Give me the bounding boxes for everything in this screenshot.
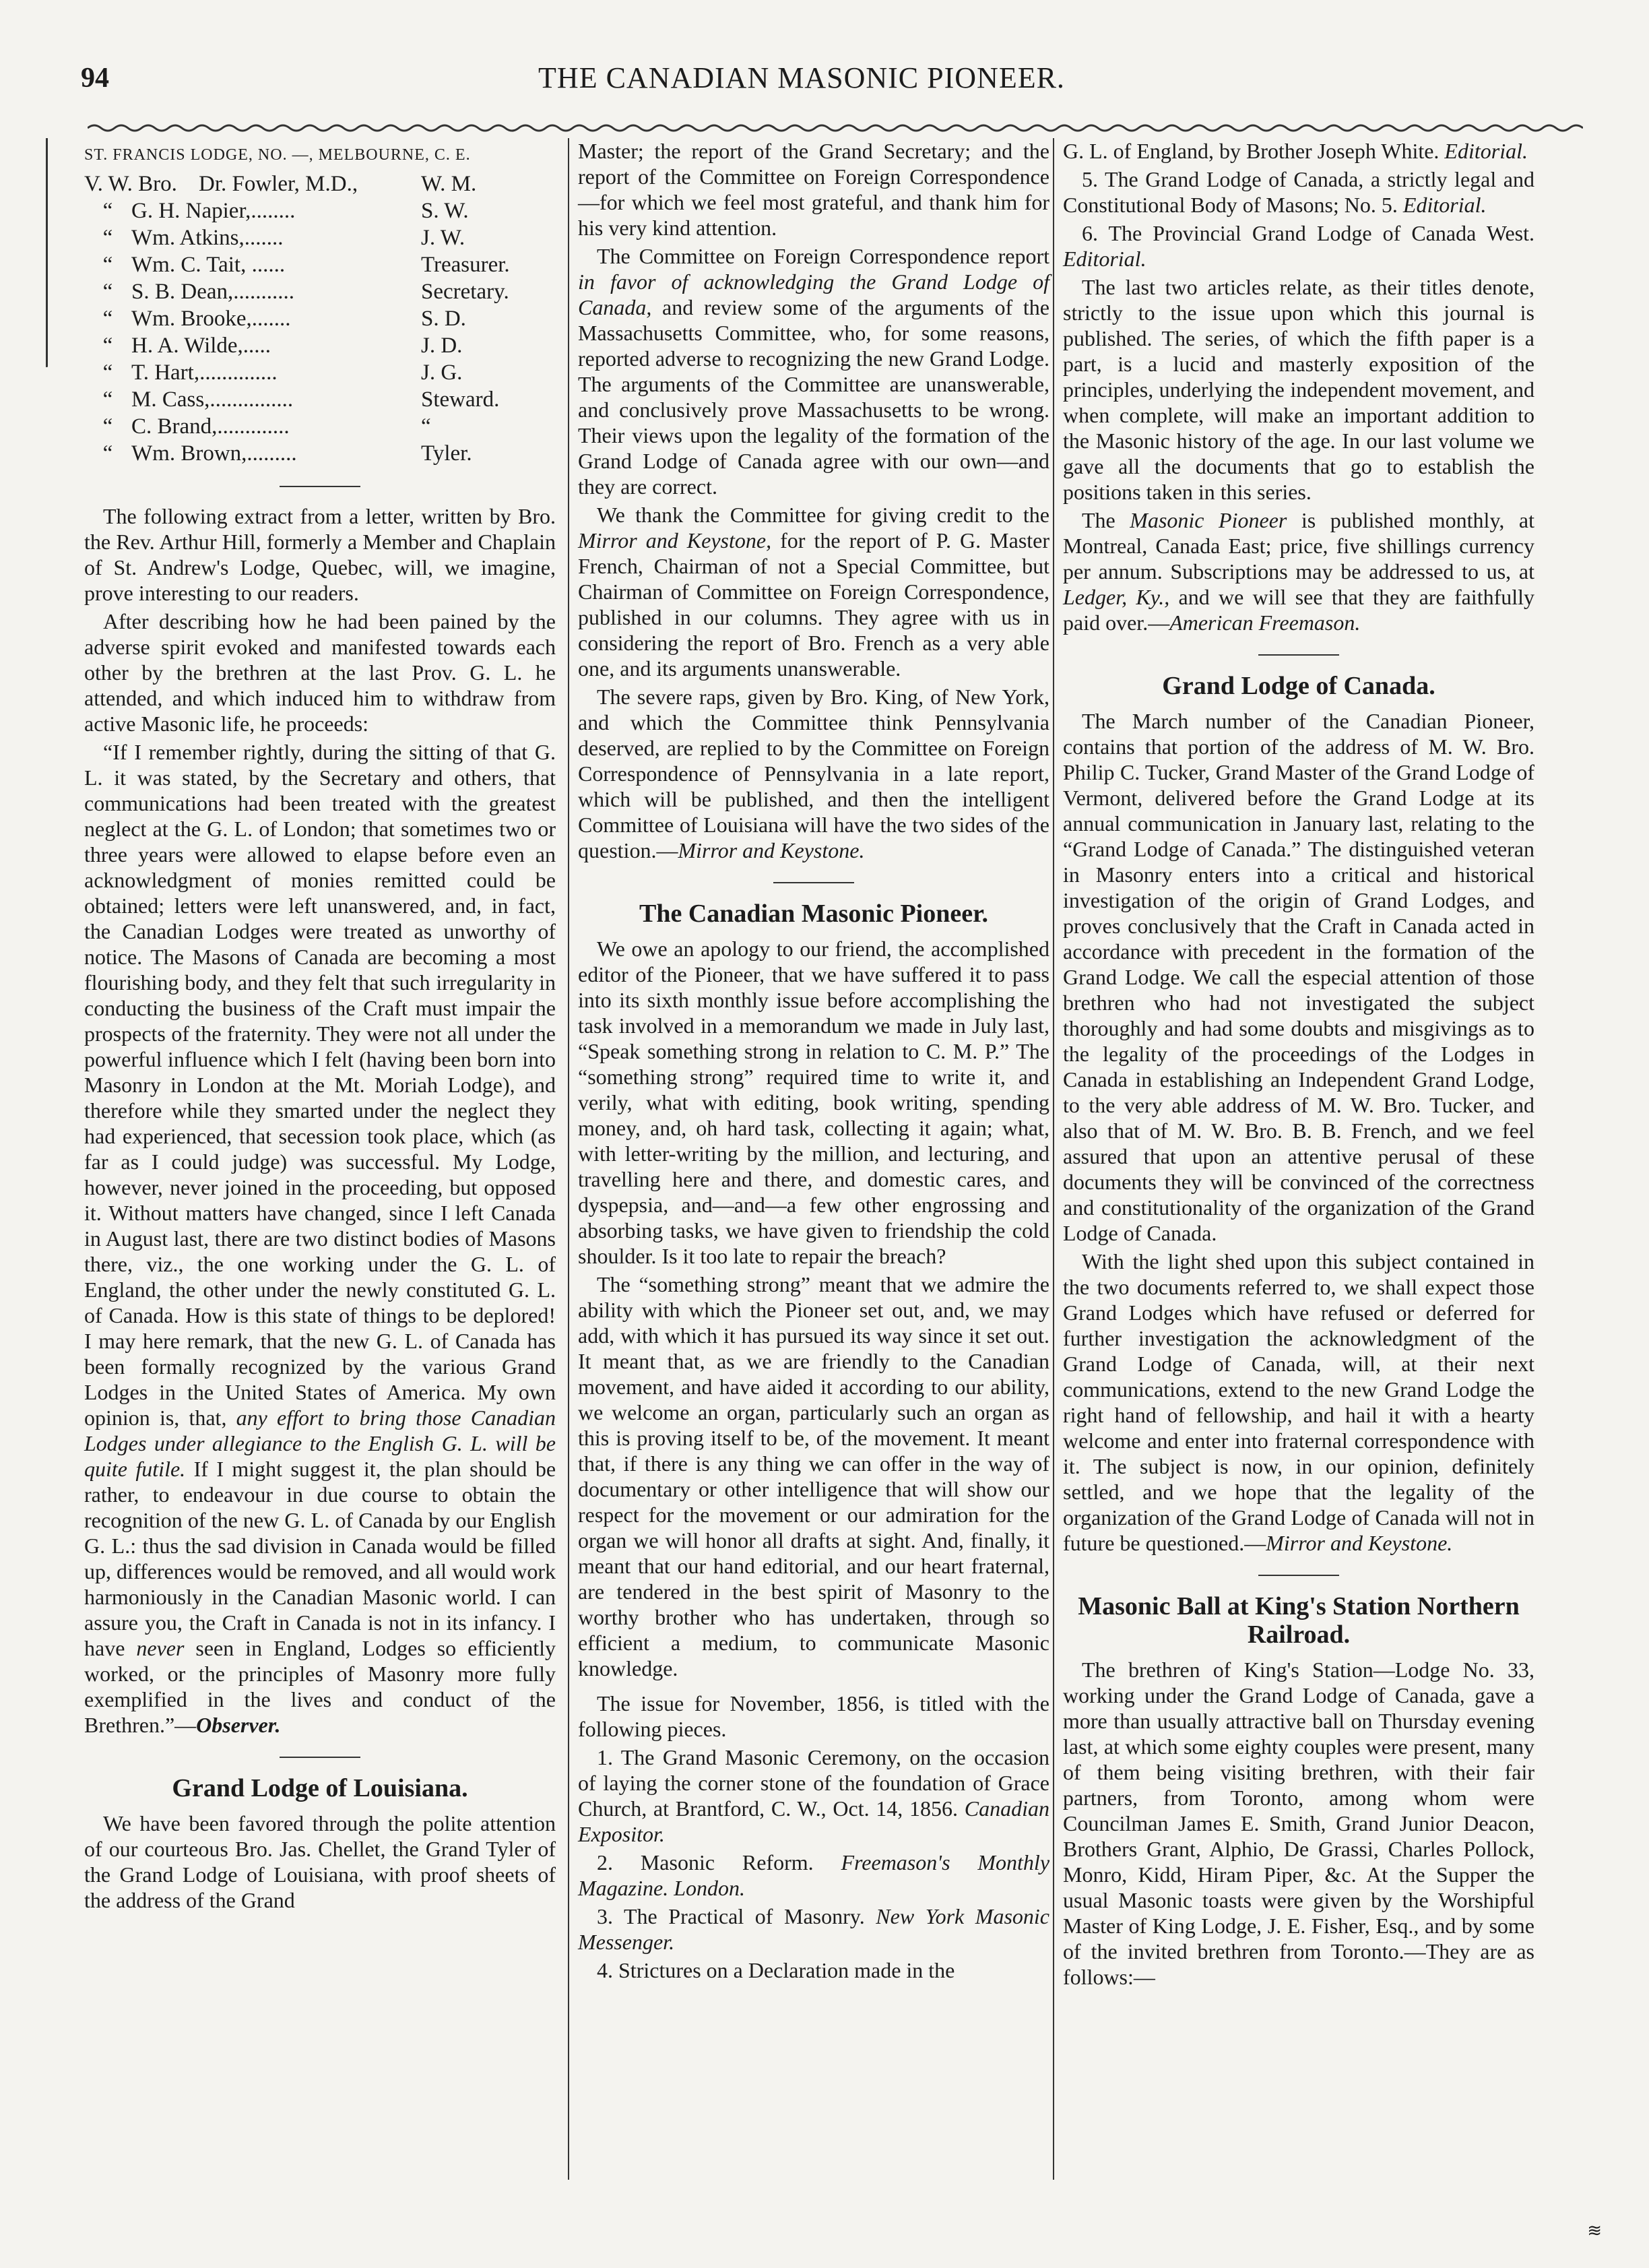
officer-prefix: “ [102,199,113,223]
column-2 [578,138,1049,1986]
running-title: THE CANADIAN MASONIC PIONEER. [538,61,1065,94]
page-number: 94 [81,63,109,94]
officer-role: W. M. [421,172,477,196]
paragraph [578,502,1049,681]
italic-text: Editorial. [1444,139,1528,163]
section-rule [1258,1575,1339,1576]
letter-text: “If I remember rightly, during the sitting of that G. L. it was stated, by the Secretary and others, that communications had been treated with the greatest neglect at the G. L. of London; that sometimes two or three years were allowed to elapse before even an acknowledgment of monies remitted could be obtained; letters were left unanswered, and, in fact, the Canadian Lodges were treated as unworthy of notice. The Masons of Canada are becoming a most flourishing body, and they felt that such irregularity in conducting the business of the Craft must impair the prospects of the fraternity. They were not all under the powerful influence which I felt (having been born into Masonry in London at the Mt. Moriah Lodge), and therefore while they smarted under the neglect they had experienced, that secession took place, which (as far as I could judge) was successful. My Lodge, however, never joined in the proceeding, but opposed it. Without matters have changed, since I left Canada in August last, there are two distinct bodies of Masons there, viz., the one working under the G. L. of England, the other under the newly constituted G. L. of Canada. How is this state of things to be deplored! I may here remark, that the new G. L. of Canada has been formally recognized by the various Grand Lodges in the United States of America. My own opinion is, that, [84,740,556,1430]
officer-role: Steward. [421,387,500,412]
officer-role: Treasurer. [421,253,510,277]
italic-text: in favor of acknowledging the Grand Lodge of Canada, [578,270,1049,319]
margin-pencil-mark [46,138,52,367]
officer-name: Wm. Brooke,....... [131,307,291,331]
heading-grand-lodge-louisiana: Grand Lodge of Louisiana. [172,1774,468,1802]
pieces-list [578,1744,1049,1983]
list-item [1063,138,1534,164]
officer-prefix: V. W. Bro. [84,172,177,196]
source-credit: American Freemason. [1169,610,1361,635]
officer-name: C. Brand,............. [131,414,290,439]
paragraph [1063,1249,1534,1556]
paragraph: The last two articles relate, as their titles denote, strictly to the issue upon which this journal is published. The series, of which the fifth paper is a part, is a lucid and masterly exposition of the principles, underlying the independent movement, and when complete, will make an important addition to the Masonic history of the age. In our last volume we gave all the documents that go to establish the positions taken in this series. [1063,275,1534,504]
officer-row [84,224,556,251]
officer-row [84,440,556,467]
officer-row [84,305,556,332]
officer-row [84,332,556,359]
officer-row [84,278,556,305]
officer-role: J. G. [421,360,463,385]
text: We thank the Committee for giving credit to the [597,503,1049,527]
heading-masonic-ball: Masonic Ball at King's Station Northern Railroad. [1078,1592,1520,1649]
paragraph: The issue for November, 1856, is titled with the following pieces. [578,1691,1049,1741]
text: 6. The Provincial Grand Lodge of Canada West. [1082,221,1534,245]
paragraph: Master; the report of the Grand Secretary; and the report of the Committee on Foreign Correspondence—for which we feel most grateful, and thank him for his very kind attention. [578,139,1049,240]
officer-prefix: “ [102,387,113,412]
list-item [578,1744,1049,1847]
officer-row [84,251,556,278]
officer-name: H. A. Wilde,..... [131,334,271,358]
officer-name: Wm. Atkins,....... [131,226,284,250]
paragraph: We owe an apology to our friend, the accomplished editor of the Pioneer, that we have suffered it to pass into its sixth monthly issue before accomplishing the task involved in a memorandum we made in July last, “Speak something strong in relation to C. M. P.” The “something strong” required time to write it, and verily, what with editing, book writing, spending money, and, oh hard task, collecting it again; what, with letter-writing by the million, and lecturing, and travelling here and there, and domestic cares, and dyspepsia, and—and—a few other engrossing and absorbing tasks, we have given to friendship the cold shoulder. Is it too late to repair the breach? [578,937,1049,1268]
officer-prefix: “ [102,441,113,466]
text: for the report of P. G. Master French, Chairman of not a Special Committee, but Chairman of Committee on Foreign Correspondence, published in our columns. They agree with us in considering the report of Bro. French as a very able one, and its arguments unanswerable. [578,528,1050,681]
officer-list [84,170,556,467]
officer-role: Secretary. [421,280,509,304]
list-item [578,1903,1049,1955]
paragraph: The brethren of King's Station—Lodge No. 33, working under the Grand Lodge of Canada, gave a more than usually attractive ball on Thursday evening last, at which some eighty couples were present, many of them being visiting brethren, with their fair partners, from Toronto, among whom were Councilman James E. Smith, Grand Junior Deacon, Brothers Grant, Alphio, De Grassi, Charles Pollock, Monro, Kidd, Hiram Piper, &c. At the Supper the usual Masonic toasts were given by the Worshipful Master of King Lodge, J. E. Fisher, Esq., and by some of the invited brethren from Toronto.—They are as follows:— [1063,1658,1534,1989]
text: G. L. of England, by Brother Joseph White. [1063,139,1440,163]
heading-canadian-masonic-pioneer: The Canadian Masonic Pioneer. [639,900,988,928]
officer-name: T. Hart,.............. [131,360,278,385]
italic-text: Mirror and Keystone, [578,528,772,553]
officer-role: “ [421,414,431,439]
letter-italic-never: never [136,1636,185,1660]
officer-prefix: “ [102,334,113,358]
text: 1. The Grand Masonic Ceremony, on the occasion of laying the corner stone of the foundation of Grace Church, at Brantford, C. W., Oct. 14, 1856. [578,1745,1049,1821]
italic-text: Masonic Pioneer [1130,508,1287,532]
paragraph: We have been favored through the polite attention of our courteous Bro. Jas. Chellet, the Grand Tyler of the Grand Lodge of Louisiana, with proof sheets of the address of the Grand [84,1811,556,1912]
text: With the light shed upon this subject contained in the two documents referred to, we shall expect those Grand Lodges which have refused or deferred for further investigation the acknowledgment of the Grand Lodge of Canada, will, at their next communications, extend to the new Grand Lodge the right hand of fellowship, and hail it with a hearty welcome and enter into fraternal correspondence with it. The subject is now, in our opinion, definitely settled, and we hope that the legality of the organization of the Grand Lodge of Canada will not in future be questioned.— [1063,1249,1534,1555]
source-credit: Mirror and Keystone. [678,838,865,862]
section-rule [280,486,360,487]
italic-text: Freemason's Monthly Magazine. London. [578,1850,1050,1900]
column-rule-2 [1053,138,1054,2180]
paragraph [578,243,1049,499]
officer-role: S. W. [421,199,469,223]
paragraph [578,684,1049,863]
italic-text: Editorial. [1063,247,1146,271]
text: and we will see that they are faithfully paid over.— [1063,585,1535,635]
officer-prefix: “ [102,280,113,304]
wavy-rule [88,121,1583,135]
list-item [1063,166,1534,218]
text: The [1082,508,1116,532]
letter-tail: seen in England, Lodges so efficiently worked, or the principles of Masonry more fully exemplified in the lives and conduct of the Brethren.”— [84,1636,556,1737]
text: 2. Masonic Reform. [597,1850,814,1875]
paragraph: The March number of the Canadian Pioneer, contains that portion of the address of M. W. Bro. Philip C. Tucker, Grand Master of the Grand Lodge of Vermont, delivered before the Grand Lodge at its annual communication in January last, relating to the “Grand Lodge of Canada.” The distinguished veteran in Masonry enters into a critical and historical investigation of the origin of Grand Lodges, and proves conclusively that the Craft in Canada acted in accordance with precedent in the formation of the Grand Lodge. We call the especial attention of those brethren who had not investigated the subject thoroughly and had some doubts and misgivings as to the legality of the proceedings of the Lodges in Canada in establishing an Independent Grand Lodge, to the very able address of M. W. Bro. Tucker, and also that of M. W. Bro. B. B. French, and we feel assured that upon an attentive perusal of these documents they will be convinced of the correctness and constitutionality of the organization of the Grand Lodge of Canada. [1063,709,1534,1245]
footer-mark: ≋ [1587,2221,1602,2240]
officer-row [84,413,556,440]
section-rule [1258,654,1339,656]
letter-italic: any effort to bring those Canadian Lodges under allegiance to the English G. L. will be quite futile. [84,1406,556,1481]
officer-role: Tyler. [421,441,472,466]
officer-name: Wm. C. Tait, ...... [131,253,286,277]
officer-row [84,170,556,197]
list-item [578,1850,1049,1901]
officer-name: Dr. Fowler, M.D., [199,172,358,196]
text: The Committee on Foreign Correspondence report [597,244,1049,268]
list-item: 4. Strictures on a Declaration made in the [597,1958,955,1982]
lodge-heading: ST. FRANCIS LODGE, NO. —, MELBOURNE, C. E. [84,146,471,164]
officer-role: S. D. [421,307,466,331]
officer-row [84,386,556,413]
section-rule [773,882,854,883]
page-header [47,40,1556,94]
officer-role: J. D. [421,334,463,358]
section-rule [280,1757,360,1758]
italic-text: New York Masonic Messenger. [578,1904,1049,1954]
officer-row [84,359,556,386]
column-3 [1063,138,1534,1992]
italic-text: Canadian Expositor. [578,1796,1050,1846]
officer-row [84,197,556,224]
officer-name: G. H. Napier,........ [131,199,296,223]
paragraph [1063,507,1534,635]
officer-prefix: “ [102,226,113,250]
text: 5. The Grand Lodge of Canada, a strictly legal and Constitutional Body of Masons; No. 5. [1063,167,1534,217]
text: The severe raps, given by Bro. King, of New York, and which the Committee think Pennsylvania deserved, are replied to by the Committee on Foreign Correspondence of Pennsylvania in a late report, which will be published, and then the intelligent Committee of Louisiana will have the two sides of the question.— [578,685,1049,862]
text: 3. The Practical of Masonry. [597,1904,865,1928]
text: and review some of the arguments of the Massachusetts Committee, who, for some reasons, reported adverse to recognizing the new Grand Lodge. The arguments of the Committee are unanswerable, and conclusively prove Massachusetts to be wrong. Their views upon the legality of the formation of the Grand Lodge of Canada agree with our own—and they are correct. [578,295,1049,499]
officer-name: S. B. Dean,........... [131,280,294,304]
paragraph: The “something strong” meant that we admire the ability with which the Pioneer set out, and, we may add, with which it has pursued its way since it set out. It meant that, as we are friendly to the Canadian movement, and have aided it according to our ability, we welcome an organ, particularly such an organ as this is proving itself to be, of the movement. It meant that, if there is any thing we can offer in the way of documentary or other intelligence that will show our respect for the movement or our admiration for the organ we will honor all drafts at sight. And, finally, it meant that our hand editorial, and our heart fraternal, are tendered in the best spirit of Masonry to the worthy brother who has undertaken, through so efficient a medium, to communicate Masonic knowledge. [578,1272,1049,1680]
quoted-letter [84,739,556,1738]
column-rule-1 [568,138,569,2180]
officer-prefix: “ [102,414,113,439]
list-item [1063,220,1534,272]
italic-text: Editorial. [1402,193,1487,217]
paragraph: After describing how he had been pained by the adverse spirit evoked and manifested towards each other by the brethren at the last Prov. G. L. he attended, and which induced him to withdraw from active Masonic life, he proceeds: [84,609,556,736]
officer-prefix: “ [102,253,113,277]
italic-text: Ledger, Ky., [1063,585,1170,609]
officer-name: Wm. Brown,......... [131,441,297,466]
paragraph: The following extract from a letter, written by Bro. the Rev. Arthur Hill, formerly a Member and Chaplain of St. Andrew's Lodge, Quebec, will, we imagine, prove interesting to our readers. [84,504,556,605]
column-1 [84,138,556,1916]
officer-prefix: “ [102,307,113,331]
source-credit: Mirror and Keystone. [1266,1531,1453,1555]
source-credit: Observer. [196,1713,281,1737]
text: is published monthly, at Montreal, Canada East; price, five shillings currency per annum. Subscriptions may be addressed to us, at [1063,508,1534,584]
letter-text-end: If I might suggest it, the plan should be rather, to endeavour in due course to obtain the recognition of the new G. L. of Canada by our English G. L.: thus the sad division in Canada would be filled up, differences would be removed, and all would work harmoniously in the Canadian Masonic world. I can assure you, the Craft in Canada is not in its infancy. I have [84,1457,556,1660]
officer-name: M. Cass,............... [131,387,294,412]
officer-prefix: “ [102,360,113,385]
heading-grand-lodge-canada: Grand Lodge of Canada. [1162,672,1435,700]
officer-role: J. W. [421,226,465,250]
